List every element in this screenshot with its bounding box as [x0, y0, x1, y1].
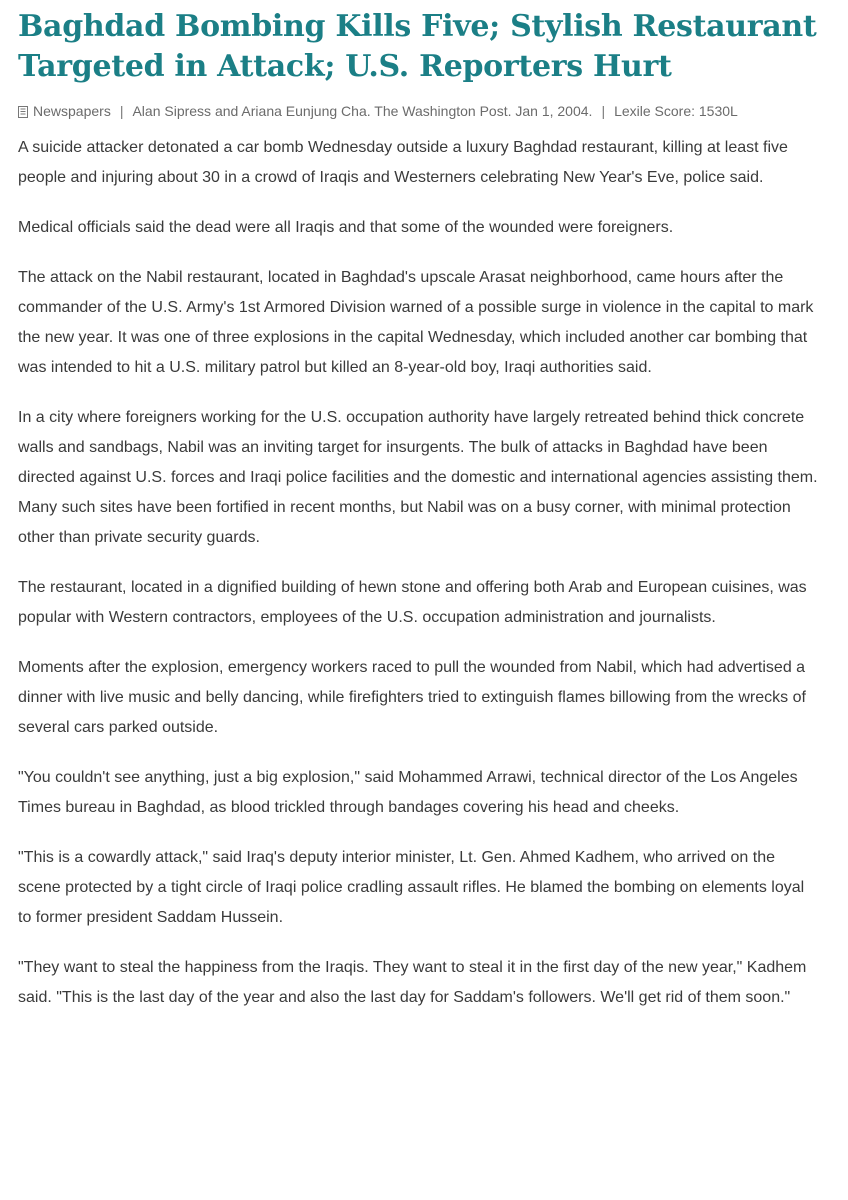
newspaper-icon [18, 105, 28, 117]
paragraph: "They want to steal the happiness from the Iraqis. They want to steal it in the first day of the new year," Kadhem said. "This is the last day of the year and also the last day for Saddam's followers. We'll get rid of them soon." [18, 959, 807, 1006]
paragraph: In a city where foreigners working for the U.S. occupation authority have largely retreated behind thick concrete walls and sandbags, Nabil was an inviting target for insurgents. The bulk of attacks in Baghdad have been directed against U.S. forces and Iraqi police facilities and the domestic and international agencies assisting them. Many such sites have been fortified in recent months, but Nabil was on a busy corner, with minimal protection other than private security guards. [18, 409, 818, 546]
article [18, 0, 818, 1033]
paragraph: Moments after the explosion, emergency workers raced to pull the wounded from Nabil, which had advertised a dinner with live music and belly dancing, while firefighters tried to extinguish flames billowing from the wrecks of several cars parked outside. [18, 659, 806, 736]
article-title: Baghdad Bombing Kills Five; Stylish Restaurant Targeted in Attack; U.S. Reporters Hurt [18, 9, 817, 84]
meta-separator: | [119, 103, 124, 119]
source-citation: Alan Sipress and Ariana Eunjung Cha. The Washington Post. Jan 1, 2004. [132, 103, 593, 119]
article-meta [18, 101, 818, 121]
meta-separator: | [601, 103, 606, 119]
lexile-score: Lexile Score: 1530L [614, 103, 738, 119]
category-label: Newspapers [33, 103, 111, 119]
paragraph: "You couldn't see anything, just a big explosion," said Mohammed Arrawi, technical director of the Los Angeles Times bureau in Baghdad, as blood trickled through bandages covering his head and cheeks. [18, 769, 798, 816]
paragraph: The restaurant, located in a dignified building of hewn stone and offering both Arab and European cuisines, was popular with Western contractors, employees of the U.S. occupation administration and journalists. [18, 579, 807, 626]
paragraph: A suicide attacker detonated a car bomb Wednesday outside a luxury Baghdad restaurant, killing at least five people and injuring about 30 in a crowd of Iraqis and Westerners celebrating New Year's Eve, police said. [18, 139, 788, 186]
paragraph: Medical officials said the dead were all Iraqis and that some of the wounded were foreigners. [18, 219, 674, 236]
paragraph: "This is a cowardly attack," said Iraq's deputy interior minister, Lt. Gen. Ahmed Kadhem, who arrived on the scene protected by a tight circle of Iraqi police cradling assault rifles. He blamed the bombing on elements loyal to former president Saddam Hussein. [18, 849, 805, 926]
article-body [18, 133, 818, 1013]
paragraph: The attack on the Nabil restaurant, located in Baghdad's upscale Arasat neighborhood, came hours after the commander of the U.S. Army's 1st Armored Division warned of a possible surge in violence in the capital to mark the new year. It was one of three explosions in the capital Wednesday, which included another car bombing that was intended to hit a U.S. military patrol but killed an 8-year-old boy, Iraqi authorities said. [18, 269, 814, 376]
